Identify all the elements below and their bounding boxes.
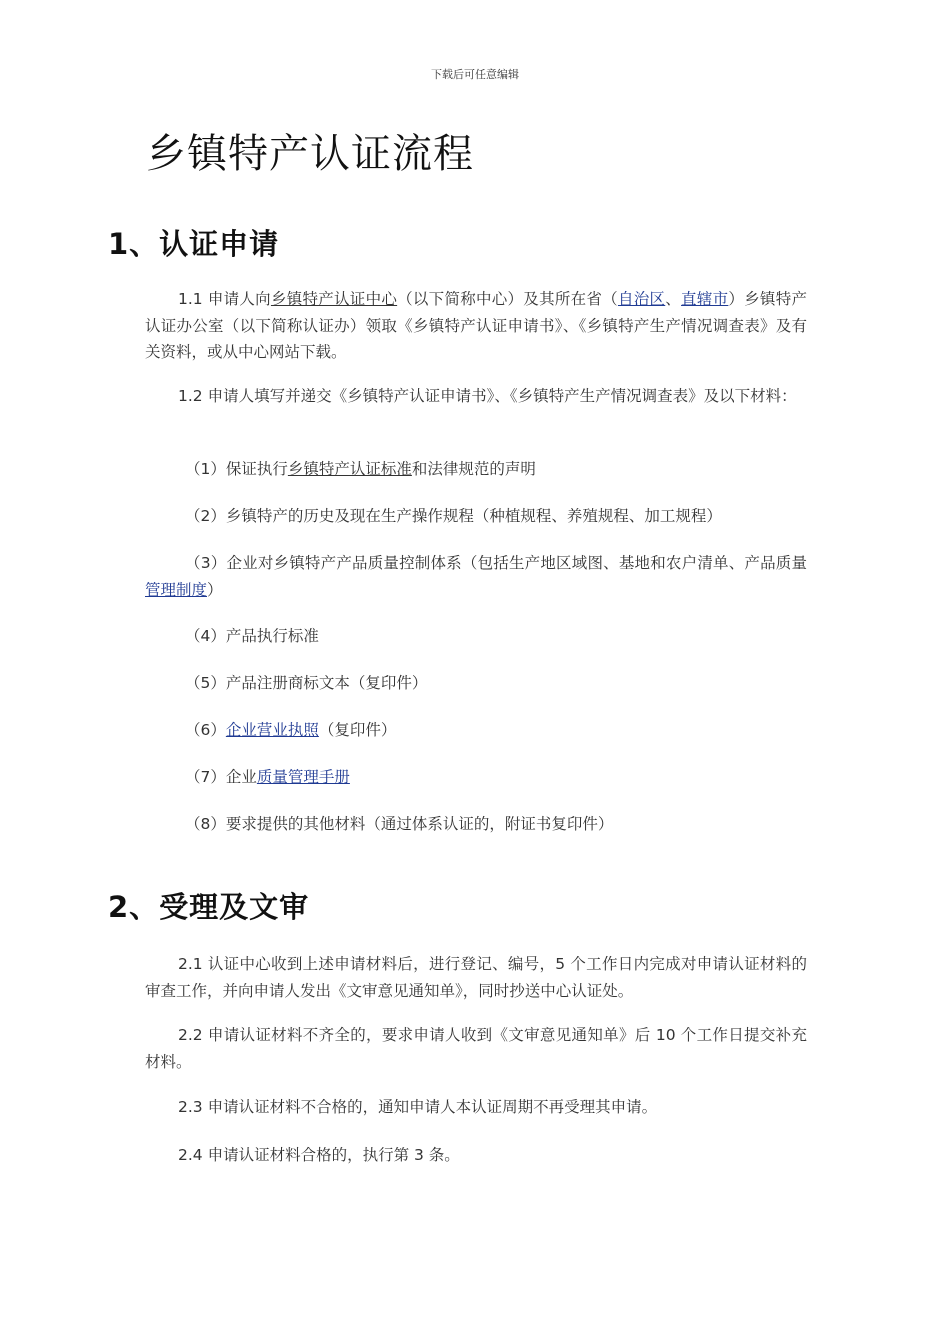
- link-quality-manual[interactable]: 质量管理手册: [256, 768, 350, 786]
- paragraph-2-4: 2.4 申请认证材料合格的，执行第 3 条。: [178, 1146, 460, 1164]
- list-item-6: （6）企业营业执照（复印件）: [185, 721, 397, 739]
- list-item-2: （2）乡镇特产的历史及现在生产操作规程（种植规程、养殖规程、加工规程）: [185, 507, 722, 525]
- list-item-1: （1）保证执行乡镇特产认证标准和法律规范的声明: [185, 460, 536, 478]
- link-municipality[interactable]: 直辖市: [681, 290, 729, 308]
- list-item-4: （4）产品执行标准: [185, 627, 319, 645]
- paragraph-2-3: 2.3 申请认证材料不合格的，通知申请人本认证周期不再受理其申请。: [178, 1098, 658, 1116]
- link-certification-standard[interactable]: 乡镇特产认证标准: [287, 460, 412, 478]
- list-item-5: （5）产品注册商标文本（复印件）: [185, 674, 428, 692]
- paragraph-1-2: 1.2 申请人填写并递交《乡镇特产认证申请书》、《乡镇特产生产情况调查表》及以下材料：: [178, 387, 797, 405]
- link-certification-center[interactable]: 乡镇特产认证中心: [270, 290, 398, 308]
- list-item-7: （7）企业质量管理手册: [185, 768, 350, 786]
- paragraph-1-1: 1.1 申请人向乡镇特产认证中心（以下简称中心）及其所在省（自治区、直辖市）乡镇特产认证办公室（以下简称认证办）领取《乡镇特产认证申请书》、《乡镇特产生产情况调查表》及有关资料，或从中心网站下载。: [145, 290, 807, 361]
- paragraph-2-2: 2.2 申请认证材料不齐全的，要求申请人收到《文审意见通知单》后 10 个工作日提交补充材料。: [145, 1026, 807, 1071]
- link-autonomous-region[interactable]: 自治区: [617, 290, 666, 308]
- list-item-3: （3）企业对乡镇特产产品质量控制体系（包括生产地区域图、基地和农户清单、产品质量管理制度）: [145, 554, 807, 599]
- link-business-license[interactable]: 企业营业执照: [225, 721, 319, 739]
- link-management-system[interactable]: 管理制度: [145, 580, 208, 599]
- document-title: 乡镇特产认证流程: [146, 131, 474, 177]
- paragraph-2-1: 2.1 认证中心收到上述申请材料后，进行登记、编号，5 个工作日内完成对申请认证材料的审查工作，并向申请人发出《文审意见通知单》，同时抄送中心认证处。: [145, 955, 807, 1000]
- section-heading-1: 1、认证申请: [108, 227, 280, 261]
- section-heading-2: 2、受理及文审: [108, 890, 310, 924]
- list-item-8: （8）要求提供的其他材料（通过体系认证的，附证书复印件）: [185, 815, 614, 833]
- page-header-note: 下载后可任意编辑: [431, 68, 519, 81]
